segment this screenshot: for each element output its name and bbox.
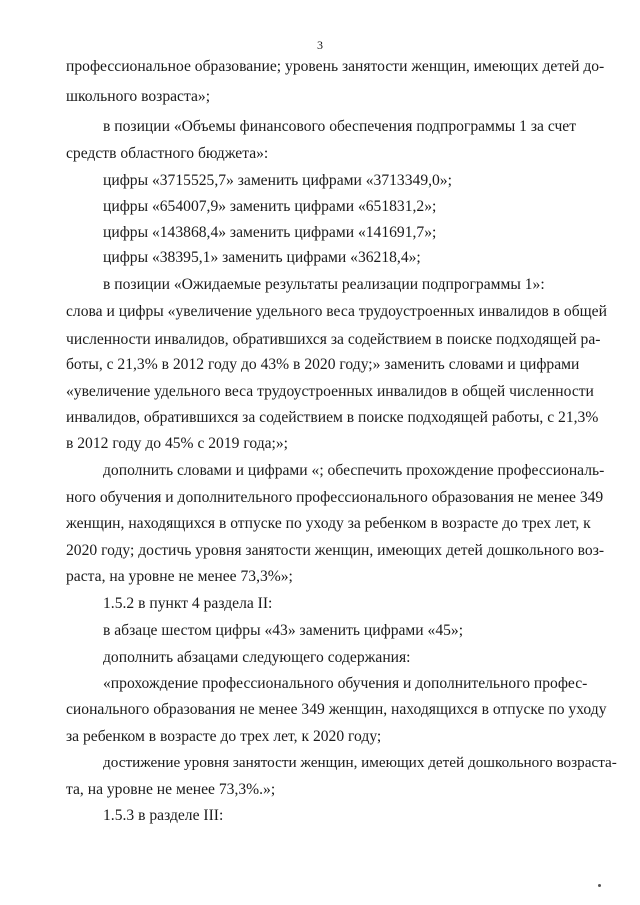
text-line: численности инвалидов, обратившихся за содействием в поиске подходящей ра- [66,331,601,348]
text-line: цифры «38395,1» заменить цифрами «36218,4»; [103,249,421,266]
text-line: женщин, находящихся в отпуске по уходу за ребенком в возрасте до трех лет, к [66,515,591,532]
text-line: 1.5.2 в пункт 4 раздела II: [103,595,273,612]
text-line: цифры «143868,4» заменить цифрами «141691,7»; [103,224,437,241]
text-line: слова и цифры «увеличение удельного веса трудоустроенных инвалидов в общей [66,303,607,320]
text-line: ного обучения и дополнительного профессионального образования не менее 349 [66,489,604,506]
text-line: та, на уровне не менее 73,3%.»; [66,781,276,798]
text-line: профессиональное образование; уровень занятости женщин, имеющих детей до- [66,58,605,75]
text-line: в позиции «Объемы финансового обеспечения подпрограммы 1 за счет [103,118,577,135]
text-line: дополнить словами и цифрами «; обеспечить прохождение профессиональ- [103,462,605,479]
page-number: 3 [317,38,323,52]
text-line: боты, с 21,3% в 2012 году до 43% в 2020 году;» заменить словами и цифрами [66,356,580,373]
text-line: в 2012 году до 45% с 2019 года;»; [66,435,289,452]
scan-speck [598,884,601,887]
text-line: в абзаце шестом цифры «43» заменить цифрами «45»; [103,622,464,639]
text-line: «увеличение удельного веса трудоустроенных инвалидов в общей численности [66,383,594,400]
text-line: 1.5.3 в разделе III: [103,807,224,824]
text-line: достижение уровня занятости женщин, имеющих детей дошкольного возраста- [103,754,617,771]
text-line: инвалидов, обратившихся за содействием в поиске подходящей работы, с 21,3% [66,409,599,426]
text-line: средств областного бюджета»: [66,145,269,162]
text-line: за ребенком в возрасте до трех лет, к 2020 году; [66,728,382,745]
text-line: цифры «654007,9» заменить цифрами «651831,2»; [103,198,437,215]
text-line: в позиции «Ожидаемые результаты реализации подпрограммы 1»: [103,276,545,293]
text-line: «прохождение профессионального обучения и дополнительного профес- [103,675,588,692]
text-line: 2020 году; достичь уровня занятости женщин, имеющих детей дошкольного воз- [66,542,605,559]
text-line: сионального образования не менее 349 женщин, находящихся в отпуске по уходу [66,701,607,718]
text-line: раста, на уровне не менее 73,3%»; [66,568,293,585]
text-line: цифры «3715525,7» заменить цифрами «3713349,0»; [103,172,452,189]
text-line: дополнить абзацами следующего содержания: [103,649,411,666]
text-line: школьного возраста»; [66,88,211,105]
